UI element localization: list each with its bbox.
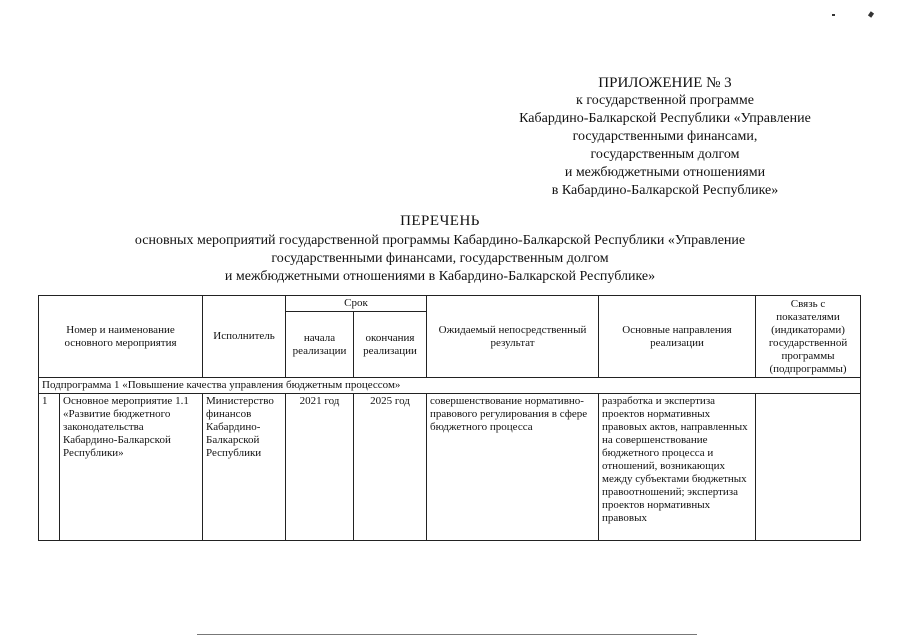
row-expected-result: совершенствование нормативно-правового регулирования в сфере бюджетного процесса: [427, 394, 599, 541]
measures-table: [38, 295, 861, 541]
header-end: окончания реализации: [354, 312, 427, 378]
scan-mark: [832, 14, 835, 16]
subprogram-title: Подпрограмма 1 «Повышение качества управления бюджетным процессом»: [39, 378, 861, 394]
row-executor: Министерство финансов Кабардино-Балкарской Республики: [203, 394, 286, 541]
table-row: [39, 394, 861, 541]
appendix-heading: [500, 74, 830, 200]
row-end-year: 2025 год: [354, 394, 427, 541]
header-term: Срок: [286, 296, 427, 312]
appendix-line: и межбюджетными отношениями: [564, 165, 766, 180]
subprogram-row: [39, 378, 861, 394]
document-title-block: [60, 212, 820, 286]
appendix-line: к государственной программе: [576, 93, 754, 108]
header-result: Ожидаемый непосредственный результат: [427, 296, 599, 378]
appendix-line: Кабардино-Балкарской Республики «Управление: [519, 111, 811, 126]
header-link: Связь с показателями (индикаторами) государственной программы (подпрограммы): [756, 296, 861, 378]
appendix-line: государственными финансами,: [572, 129, 758, 144]
row-indicator-link: [756, 394, 861, 541]
scan-mark: [868, 11, 874, 17]
row-number: 1: [39, 394, 60, 541]
header-executor: Исполнитель: [203, 296, 286, 378]
row-directions: разработка и экспертиза проектов нормативных правовых актов, направленных на совершенствование бюджетного процесса и отношений, возникающих между субъектами бюджетных правоотношений; экспертиза проектов нормативных правовых: [599, 394, 756, 541]
appendix-title: ПРИЛОЖЕНИЕ № 3: [598, 75, 732, 91]
header-number-name: Номер и наименование основного мероприятия: [39, 296, 203, 378]
document-title: ПЕРЕЧЕНЬ: [400, 213, 480, 229]
header-directions: Основные направления реализации: [599, 296, 756, 378]
header-start: начала реализации: [286, 312, 354, 378]
row-start-year: 2021 год: [286, 394, 354, 541]
row-measure-name: Основное мероприятие 1.1 «Развитие бюджетного законодательства Кабардино-Балкарской Республики»: [60, 394, 203, 541]
page-edge-line: [197, 634, 697, 635]
document-subtitle-line: государственными финансами, государственным долгом: [271, 251, 609, 266]
appendix-line: государственным долгом: [590, 147, 740, 162]
document-subtitle-line: и межбюджетными отношениями в Кабардино-Балкарской Республике»: [224, 269, 656, 284]
document-subtitle-line: основных мероприятий государственной программы Кабардино-Балкарской Республики «Управление: [134, 233, 746, 248]
appendix-line: в Кабардино-Балкарской Республике»: [551, 183, 779, 198]
